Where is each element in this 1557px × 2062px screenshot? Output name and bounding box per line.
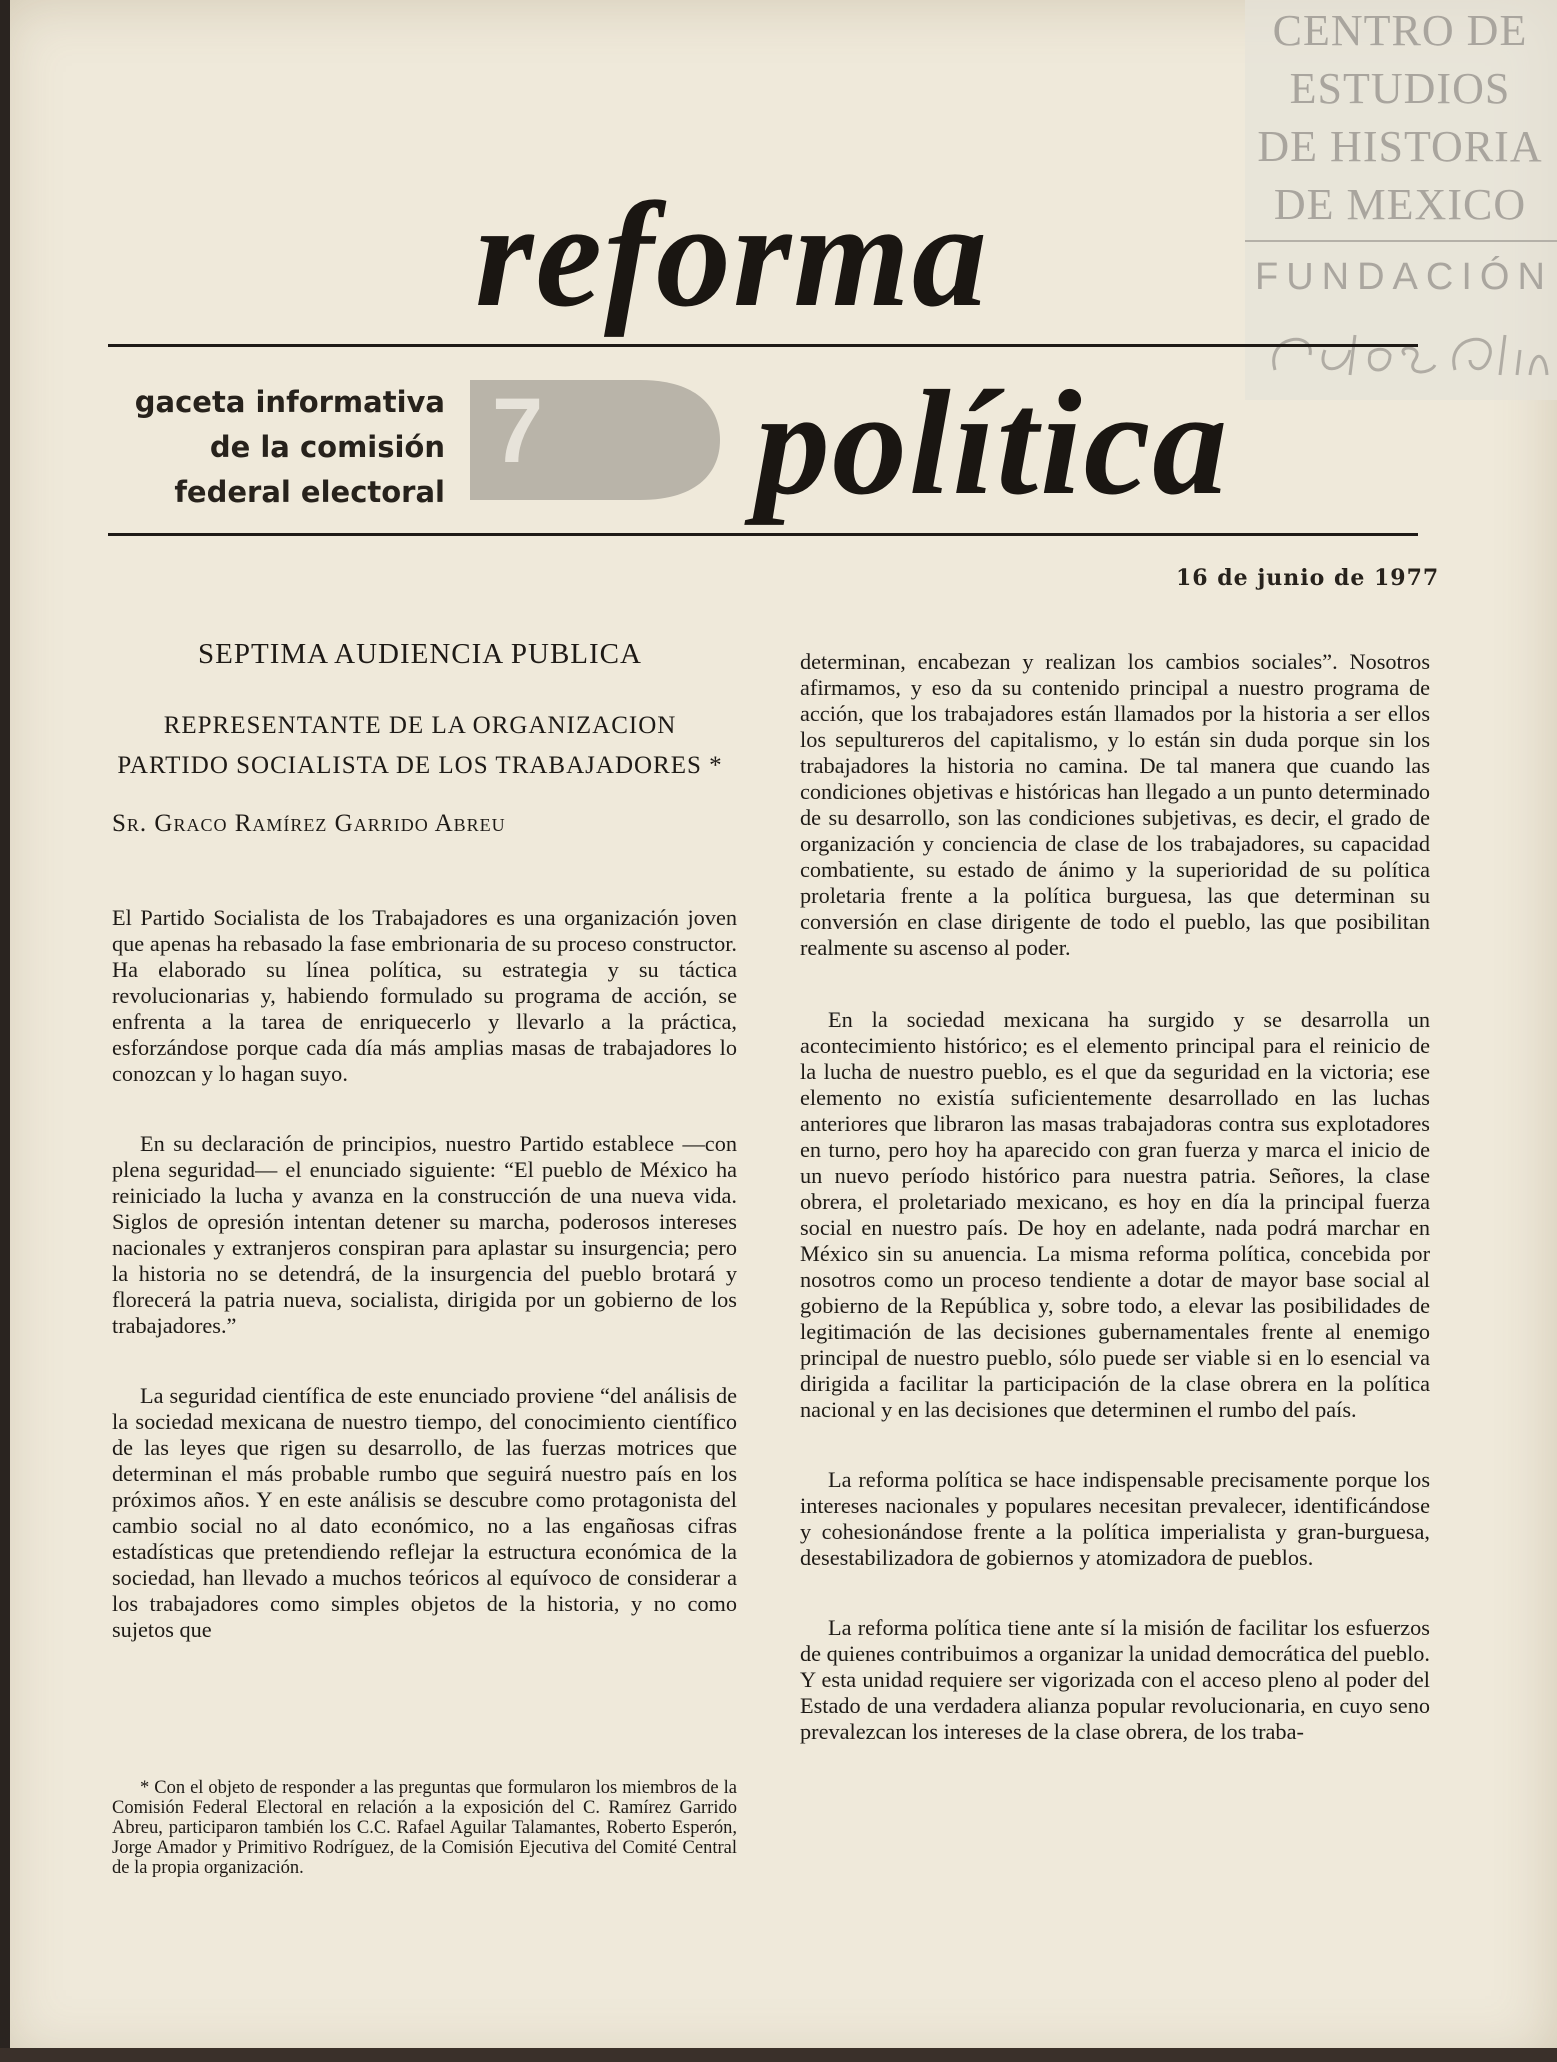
masthead-top-rule xyxy=(108,344,1418,347)
watermark-line-2: ESTUDIOS xyxy=(1289,64,1511,113)
watermark-fundacion: FUNDACIÓN xyxy=(1255,256,1553,298)
watermark-divider xyxy=(1245,240,1557,242)
page-bottom-edge xyxy=(0,2048,1557,2062)
speaker-name: Sr. Graco Ramírez Garrido Abreu xyxy=(112,810,506,837)
page-edge-shadow xyxy=(0,0,10,2062)
masthead-bottom-rule xyxy=(108,533,1418,536)
left-paragraph-3: La seguridad científica de este enunciado proviene “del análisis de la sociedad mexicana de nuestro tiempo, del conocimiento científico de las leyes que rigen su desarrollo, de las fuerzas motrices que determinan el más probable rumbo que seguirá nuestro país en los próximos años. Y en este análisis se descubre como protagonista del cambio social no al dato económico, no a las engañosas cifras estadísticas que pretendiendo reflejar la estructura económica de la sociedad, han llevado a muchos teóricos al equívoco de considerar a los trabajadores como simples objetos de la historia, y no como sujetos que xyxy=(112,1383,737,1642)
issue-number: 7 xyxy=(492,380,544,482)
representative-heading-line-1: REPRESENTANTE DE LA ORGANIZACION xyxy=(163,712,677,739)
left-paragraph-1: El Partido Socialista de los Trabajadores es una organización joven que apenas ha rebasado la fase embrionaria de su proceso constructor. Ha elaborado su línea política, su estrategia y su táctica revolucionarias y, habiendo formulado su programa de acción, se enfrenta a la tarea de enriquecerlo y llevarlo a la práctica, esforzándose porque cada día más amplias masas de trabajadores lo conozcan y lo hagan suyo. xyxy=(112,905,737,1086)
right-paragraph-2: En la sociedad mexicana ha surgido y se desarrolla un acontecimiento histórico; es el elemento principal para el reinicio de la lucha de nuestro pueblo, es el que da seguridad en la victoria; ese elemento no existía suficientemente desarrollado en las luchas anteriores que libraron las masas trabajadoras contra sus explotadores en turno, pero hoy ha aparecido con gran fuerza y marca el inicio de un nuevo período histórico para nuestra patria. Señores, la clase obrera, el proletariado mexicano, es hoy en día la principal fuerza social en nuestro país. De hoy en adelante, nada podrá marchar en México sin su anuencia. La misma reforma política, concebida por nosotros como un proceso tendiente a dotar de mayor base social al gobierno de la República y, sobre todo, a elevar las posibilidades de legitimación de las decisiones gubernamentales frente al enemigo principal de nuestro pueblo, sólo puede ser viable si en lo esencial va dirigida a facilitar la participación de la clase obrera en la política nacional y en las decisiones que determinen el rumbo del país. xyxy=(800,1007,1430,1422)
subtitle-line-1: gaceta informativa xyxy=(134,385,445,419)
issue-date: 16 de junio de 1977 xyxy=(1176,565,1440,591)
section-heading: SEPTIMA AUDIENCIA PUBLICA xyxy=(198,638,642,670)
watermark-signature xyxy=(1255,315,1555,395)
footnote: * Con el objeto de responder a las preguntas que formularon los miembros de la Comisión Federal Electoral en relación a la exposición del C. Ramírez Garrido Abreu, participaron también los C.C. Rafael Aguilar Talamantes, Roberto Esperón, Jorge Amador y Primitivo Rodríguez, de la Comisión Ejecutiva del Comité Central de la propia organización. xyxy=(112,1778,737,1878)
representative-heading-line-2: PARTIDO SOCIALISTA DE LOS TRABAJADORES * xyxy=(117,752,723,779)
watermark-line-4: DE MEXICO xyxy=(1273,180,1527,229)
masthead-subtitle xyxy=(110,380,445,515)
article-right-column xyxy=(800,649,1430,1789)
right-paragraph-3: La reforma política se hace indispensable precisamente porque los intereses nacionales y populares necesitan prevalecer, identificándose y cohesionándose frente a la política imperialista y gran-burguesa, desestabilizadora de gobiernos y atomizadora de pueblos. xyxy=(800,1467,1430,1570)
article-left-column xyxy=(112,905,737,1687)
subtitle-line-2: de la comisión xyxy=(209,430,445,464)
right-paragraph-1: determinan, encabezan y realizan los cambios sociales”. Nosotros afirmamos, y eso da su contenido principal a nuestro programa de acción, que los trabajadores están llamados por la historia a ser ellos los sepultureros del capitalismo, y lo están sin duda porque sin los trabajadores la historia no camina. De tal manera que cuando las condiciones objetivas e históricas han llegado a un punto determinado de su desarrollo, son las condiciones subjetivas, es decir, el grado de organización y conciencia de clase de los trabajadores, su capacidad combatiente, su estado de ánimo y la superioridad de su política proletaria frente a la política burguesa, las que determinan su conversión en clase dirigente de todo el pueblo, las que posibilitan realmente su ascenso al poder. xyxy=(800,649,1430,960)
watermark-line-1: CENTRO DE xyxy=(1272,6,1528,55)
right-paragraph-4: La reforma política tiene ante sí la misión de facilitar los esfuerzos de quienes contribuimos a organizar la unidad democrática del pueblo. Y esta unidad requiere ser vigorizada con el acceso pleno al poder del Estado de una verdadera alianza popular revolucionaria, en cuyo seno prevalezcan los intereses de la clase obrera, de los traba- xyxy=(800,1615,1430,1744)
subtitle-line-3: federal electoral xyxy=(174,475,445,509)
masthead-title-reforma: reforma xyxy=(475,172,989,338)
left-paragraph-2: En su declaración de principios, nuestro Partido establece —con plena seguridad— el enunciado siguiente: “El pueblo de México ha reiniciado la lucha y avanza en la construcción de una nueva vida. Siglos de opresión intentan detener su marcha, poderosos intereses nacionales y extranjeros conspiran para aplastar su insurgencia; pero la historia no se detendrá, de la insurgencia del pueblo brotará y florecerá la patria nueva, socialista, dirigida por un gobierno de los trabajadores.” xyxy=(112,1131,737,1338)
masthead-title-politica: política xyxy=(755,360,1230,526)
watermark-line-3: DE HISTORIA xyxy=(1257,122,1543,171)
